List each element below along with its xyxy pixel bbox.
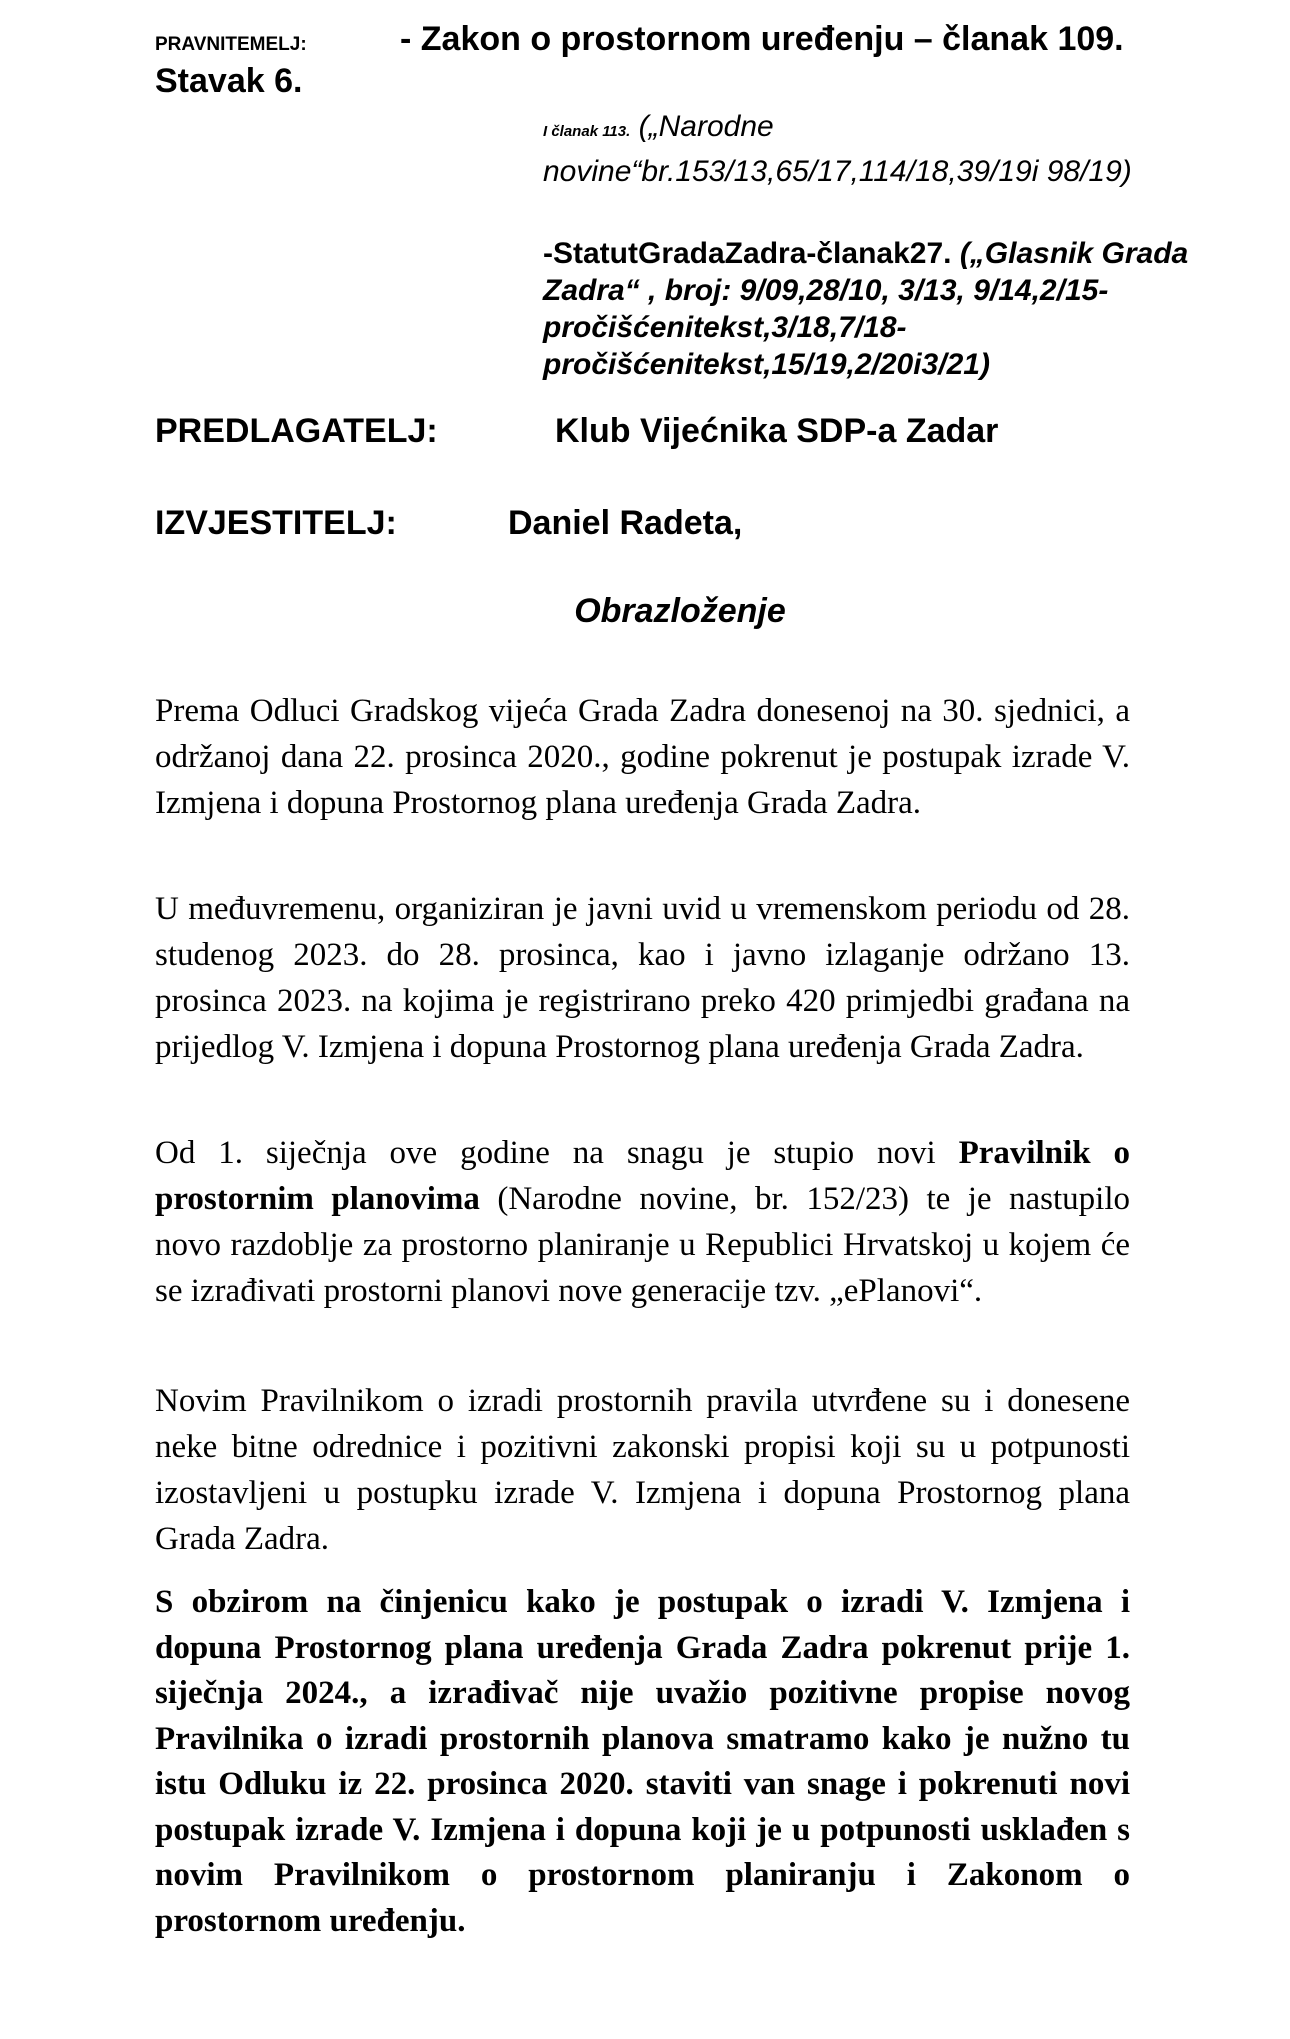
statute-article: -StatutGradaZadra-članak27. — [543, 237, 952, 270]
proposer-label: PREDLAGATELJ: — [155, 412, 438, 450]
paragraph: Prema Odluci Gradskog vijeća Grada Zadra donesenoj na 30. sjednici, a održanoj dana 22. prosinca 2020., godine pokrenut je postupak izrade V. Izmjena i dopuna Prostornog plana uređenja Grada Zadra. — [155, 693, 1130, 821]
law-reference: - Zakon o prostornom uređenju – članak 109. — [400, 20, 1124, 58]
statute-gazette-numbers: („Glasnik Grada Zadra“ , broj: 9/09,28/10, 3/13, 9/14,2/15- pročišćenitekst,3/18,7/18- pročišćenitekst,15/19,2/20i3/21) — [543, 237, 1189, 381]
reporter-value: Daniel Radeta, — [508, 504, 743, 542]
paragraph-text: (Narodne novine, br. 152/23) te je nastupilo novo razdoblje za prostorno planiranje u Republici Hrvatskoj u kojem će se izrađivati prostorni planovi nove generacije tzv. „ePlanovi“. — [155, 1181, 1130, 1309]
conclusion-paragraph: S obzirom na činjenicu kako je postupak o izradi V. Izmjena i dopuna Prostornog plana uređenja Grada Zadra pokrenut prije 1. siječnja 2024., a izrađivač nije uvažio pozitivne propise novog Pravilnika o izradi prostornih planova smatramo kako je nužno tu istu Odluku iz 22. prosinca 2020. staviti van snage i pokrenuti novi postupak izrade V. Izmjena i dopuna koji je u potpunosti usklađen s novim Pravilnikom o prostornom planiranju i Zakonom o prostornom uređenju. — [155, 1584, 1130, 1939]
paragraph-text: Od 1. siječnja ove godine na snagu je stupio novi — [155, 1135, 959, 1171]
article-reference: I članak 113. — [543, 123, 631, 140]
law-reference-paragraph: Stavak 6. — [155, 62, 303, 100]
proposer-value: Klub Vijećnika SDP-a Zadar — [555, 412, 999, 450]
gazette-reference — [543, 107, 1183, 192]
paragraph — [155, 1130, 1130, 1314]
section-title: Obrazloženje — [574, 592, 786, 630]
statute-reference — [543, 235, 1203, 383]
paragraph: Novim Pravilnikom o izradi prostornih pravila utvrđene su i donesene neke bitne odrednice i pozitivni zakonski propisi koji su u potpunosti izostavljeni u postupku izrade V. Izmjena i dopuna Prostornog plana Grada Zadra. — [155, 1383, 1130, 1557]
gazette-numbers: („Narodne novine“br.153/13,65/17,114/18,39/19i 98/19) — [543, 110, 1132, 188]
legal-basis-label: PRAVNITEMELJ: — [155, 34, 307, 55]
reporter-label: IZVJESTITELJ: — [155, 504, 397, 542]
regulation-name: Pravilnik o prostornim planovima — [155, 1135, 1130, 1217]
paragraph: U međuvremenu, organiziran je javni uvid u vremenskom periodu od 28. studenog 2023. do 28. prosinca, kao i javno izlaganje održano 13. prosinca 2023. na kojima je registrirano preko 420 primjedbi građana na prijedlog V. Izmjena i dopuna Prostornog plana uređenja Grada Zadra. — [155, 891, 1130, 1065]
